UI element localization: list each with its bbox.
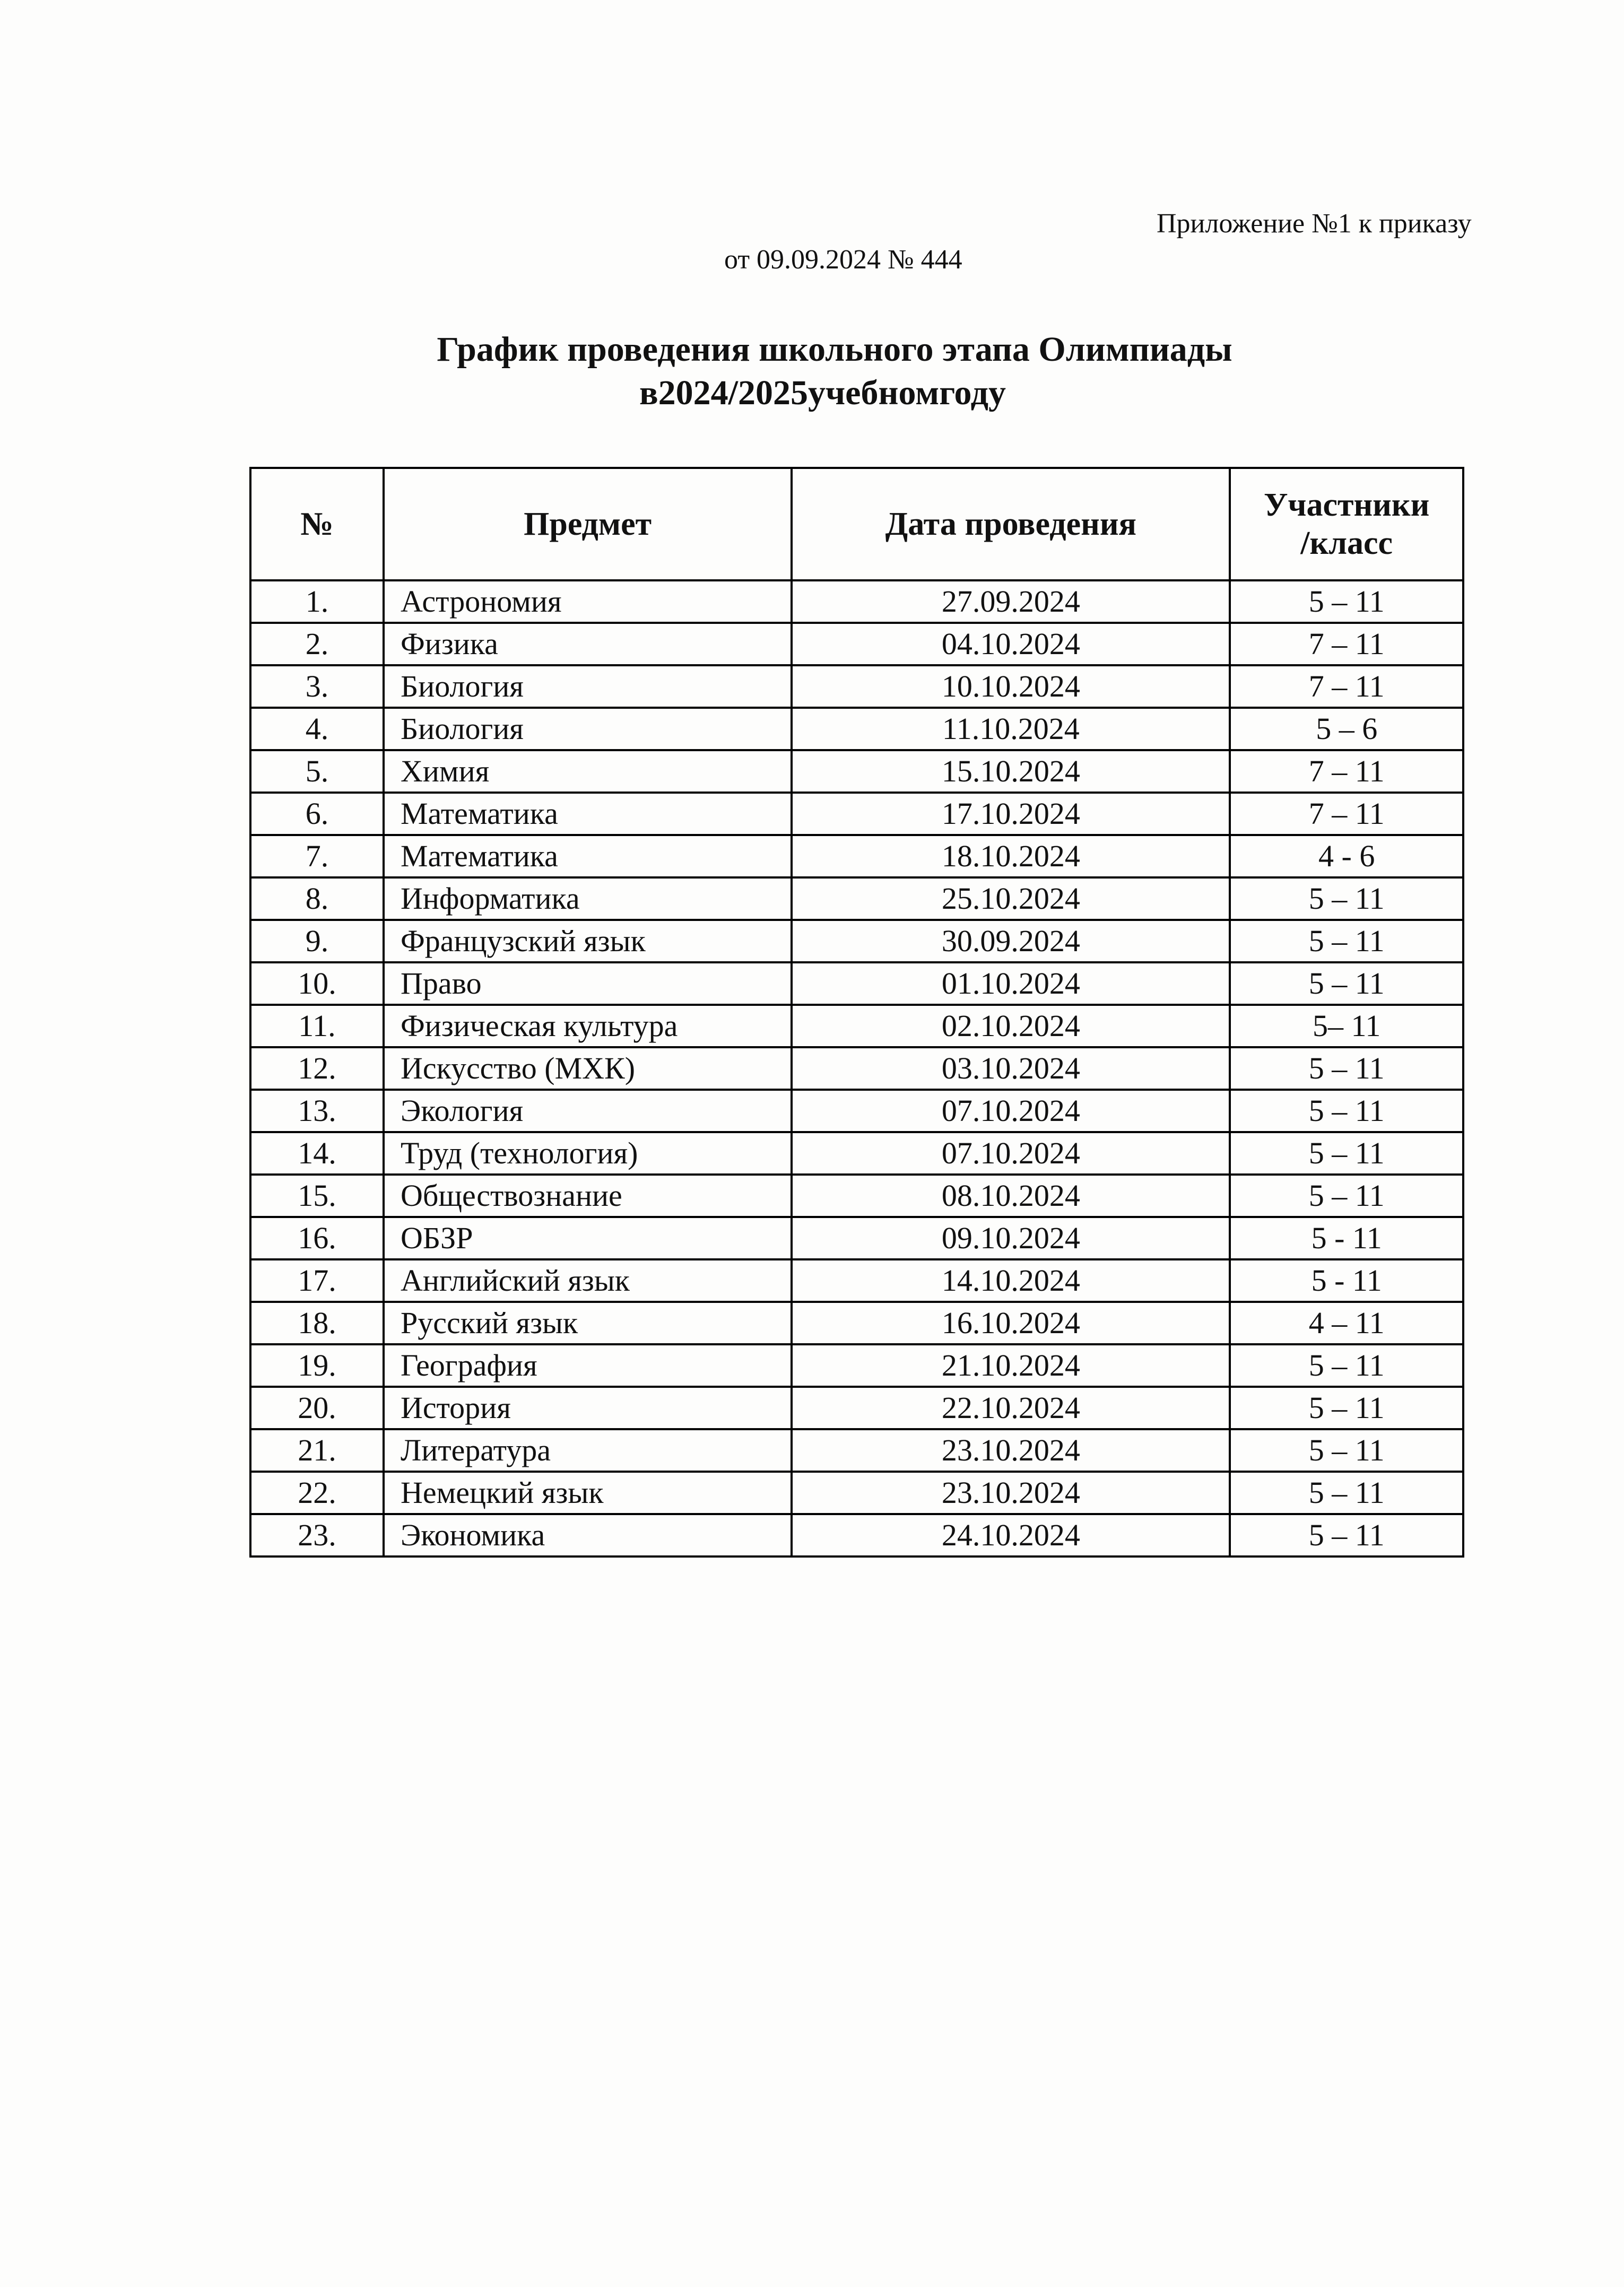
table-row bbox=[250, 793, 1463, 835]
table-row bbox=[250, 708, 1463, 750]
row-number-cell: 5. bbox=[250, 750, 384, 793]
subject-cell: История bbox=[384, 1387, 792, 1429]
table-row bbox=[250, 877, 1463, 920]
row-number-cell: 22. bbox=[250, 1472, 384, 1514]
date-cell: 27.09.2024 bbox=[792, 580, 1230, 623]
title-line-2: в2024/2025учебномгоду bbox=[639, 373, 1006, 412]
date-cell: 03.10.2024 bbox=[792, 1047, 1230, 1090]
participants-cell: 5 – 11 bbox=[1230, 962, 1463, 1005]
participants-header-text: Участники /класс bbox=[1264, 487, 1430, 561]
date-cell: 18.10.2024 bbox=[792, 835, 1230, 877]
table-row bbox=[250, 665, 1463, 708]
table-row bbox=[250, 1217, 1463, 1259]
subject-cell: Физика bbox=[384, 623, 792, 665]
row-number-cell: 1. bbox=[250, 580, 384, 623]
date-cell: 24.10.2024 bbox=[792, 1514, 1230, 1556]
row-number-cell: 20. bbox=[250, 1387, 384, 1429]
table-row bbox=[250, 1429, 1463, 1472]
participants-cell: 7 – 11 bbox=[1230, 623, 1463, 665]
participants-cell: 5 – 11 bbox=[1230, 580, 1463, 623]
row-number-cell: 10. bbox=[250, 962, 384, 1005]
subject-cell: Биология bbox=[384, 708, 792, 750]
document-title bbox=[0, 328, 1624, 415]
participants-cell: 5 – 11 bbox=[1230, 1472, 1463, 1514]
table-row bbox=[250, 580, 1463, 623]
subject-cell: Право bbox=[384, 962, 792, 1005]
participants-cell: 4 – 11 bbox=[1230, 1302, 1463, 1344]
table-row bbox=[250, 835, 1463, 877]
row-number-cell: 16. bbox=[250, 1217, 384, 1259]
subject-cell: География bbox=[384, 1344, 792, 1387]
row-number-cell: 8. bbox=[250, 877, 384, 920]
order-reference: от 09.09.2024 № 444 bbox=[724, 245, 962, 275]
date-cell: 30.09.2024 bbox=[792, 920, 1230, 962]
participants-cell: 5 – 11 bbox=[1230, 1175, 1463, 1217]
row-number-cell: 14. bbox=[250, 1132, 384, 1175]
date-cell: 14.10.2024 bbox=[792, 1259, 1230, 1302]
subject-cell: Химия bbox=[384, 750, 792, 793]
participants-cell: 4 - 6 bbox=[1230, 835, 1463, 877]
subject-cell: ОБЗР bbox=[384, 1217, 792, 1259]
table-row bbox=[250, 1005, 1463, 1047]
row-number-cell: 21. bbox=[250, 1429, 384, 1472]
subject-cell: Математика bbox=[384, 835, 792, 877]
date-cell: 11.10.2024 bbox=[792, 708, 1230, 750]
subject-cell: Немецкий язык bbox=[384, 1472, 792, 1514]
date-cell: 07.10.2024 bbox=[792, 1090, 1230, 1132]
participants-cell: 5 – 11 bbox=[1230, 1514, 1463, 1556]
date-cell: 02.10.2024 bbox=[792, 1005, 1230, 1047]
table-row bbox=[250, 623, 1463, 665]
row-number-cell: 2. bbox=[250, 623, 384, 665]
participants-cell: 5 – 11 bbox=[1230, 1090, 1463, 1132]
row-number-cell: 23. bbox=[250, 1514, 384, 1556]
participants-cell: 7 – 11 bbox=[1230, 793, 1463, 835]
row-number-cell: 4. bbox=[250, 708, 384, 750]
table-row bbox=[250, 1472, 1463, 1514]
table-row bbox=[250, 750, 1463, 793]
row-number-cell: 12. bbox=[250, 1047, 384, 1090]
date-cell: 22.10.2024 bbox=[792, 1387, 1230, 1429]
table-row bbox=[250, 1302, 1463, 1344]
column-header-participants bbox=[1230, 468, 1463, 580]
date-cell: 07.10.2024 bbox=[792, 1132, 1230, 1175]
row-number-cell: 18. bbox=[250, 1302, 384, 1344]
participants-cell: 7 – 11 bbox=[1230, 750, 1463, 793]
row-number-cell: 11. bbox=[250, 1005, 384, 1047]
participants-cell: 5 – 11 bbox=[1230, 1344, 1463, 1387]
date-cell: 04.10.2024 bbox=[792, 623, 1230, 665]
row-number-cell: 13. bbox=[250, 1090, 384, 1132]
olympiad-schedule-table bbox=[249, 467, 1464, 1558]
table-row bbox=[250, 1132, 1463, 1175]
table-body bbox=[250, 580, 1463, 1556]
row-number-cell: 19. bbox=[250, 1344, 384, 1387]
subject-cell: Английский язык bbox=[384, 1259, 792, 1302]
date-cell: 10.10.2024 bbox=[792, 665, 1230, 708]
date-cell: 23.10.2024 bbox=[792, 1472, 1230, 1514]
date-cell: 15.10.2024 bbox=[792, 750, 1230, 793]
participants-cell: 5 – 11 bbox=[1230, 1047, 1463, 1090]
table-row bbox=[250, 1090, 1463, 1132]
annex-reference: Приложение №1 к приказу bbox=[1157, 208, 1472, 239]
subject-cell: Искусство (МХК) bbox=[384, 1047, 792, 1090]
table-header-row bbox=[250, 468, 1463, 580]
table-row bbox=[250, 1344, 1463, 1387]
table-row bbox=[250, 920, 1463, 962]
participants-cell: 5 – 11 bbox=[1230, 1387, 1463, 1429]
subject-cell: Физическая культура bbox=[384, 1005, 792, 1047]
row-number-cell: 17. bbox=[250, 1259, 384, 1302]
date-cell: 09.10.2024 bbox=[792, 1217, 1230, 1259]
row-number-cell: 3. bbox=[250, 665, 384, 708]
date-cell: 08.10.2024 bbox=[792, 1175, 1230, 1217]
date-cell: 16.10.2024 bbox=[792, 1302, 1230, 1344]
date-cell: 01.10.2024 bbox=[792, 962, 1230, 1005]
table-row bbox=[250, 1387, 1463, 1429]
subject-cell: Русский язык bbox=[384, 1302, 792, 1344]
subject-cell: Обществознание bbox=[384, 1175, 792, 1217]
subject-cell: Французский язык bbox=[384, 920, 792, 962]
subject-cell: Литература bbox=[384, 1429, 792, 1472]
subject-cell: Экология bbox=[384, 1090, 792, 1132]
subject-cell: Экономика bbox=[384, 1514, 792, 1556]
date-cell: 25.10.2024 bbox=[792, 877, 1230, 920]
table-row bbox=[250, 962, 1463, 1005]
participants-cell: 5 – 11 bbox=[1230, 1429, 1463, 1472]
table-row bbox=[250, 1514, 1463, 1556]
subject-cell: Математика bbox=[384, 793, 792, 835]
participants-cell: 5 – 11 bbox=[1230, 1132, 1463, 1175]
row-number-cell: 9. bbox=[250, 920, 384, 962]
subject-cell: Информатика bbox=[384, 877, 792, 920]
subject-cell: Труд (технология) bbox=[384, 1132, 792, 1175]
participants-cell: 5 – 6 bbox=[1230, 708, 1463, 750]
row-number-cell: 15. bbox=[250, 1175, 384, 1217]
participants-cell: 5 – 11 bbox=[1230, 877, 1463, 920]
date-cell: 17.10.2024 bbox=[792, 793, 1230, 835]
date-cell: 21.10.2024 bbox=[792, 1344, 1230, 1387]
participants-cell: 7 – 11 bbox=[1230, 665, 1463, 708]
row-number-cell: 7. bbox=[250, 835, 384, 877]
subject-cell: Астрономия bbox=[384, 580, 792, 623]
column-header-date: Дата проведения bbox=[792, 468, 1230, 580]
column-header-number: № bbox=[250, 468, 384, 580]
participants-cell: 5 – 11 bbox=[1230, 920, 1463, 962]
participants-cell: 5 - 11 bbox=[1230, 1217, 1463, 1259]
table-row bbox=[250, 1175, 1463, 1217]
table-row bbox=[250, 1259, 1463, 1302]
subject-cell: Биология bbox=[384, 665, 792, 708]
date-cell: 23.10.2024 bbox=[792, 1429, 1230, 1472]
participants-cell: 5 - 11 bbox=[1230, 1259, 1463, 1302]
column-header-subject: Предмет bbox=[384, 468, 792, 580]
title-line-1: График проведения школьного этапа Олимпиады bbox=[437, 330, 1232, 369]
participants-cell: 5– 11 bbox=[1230, 1005, 1463, 1047]
row-number-cell: 6. bbox=[250, 793, 384, 835]
table-row bbox=[250, 1047, 1463, 1090]
